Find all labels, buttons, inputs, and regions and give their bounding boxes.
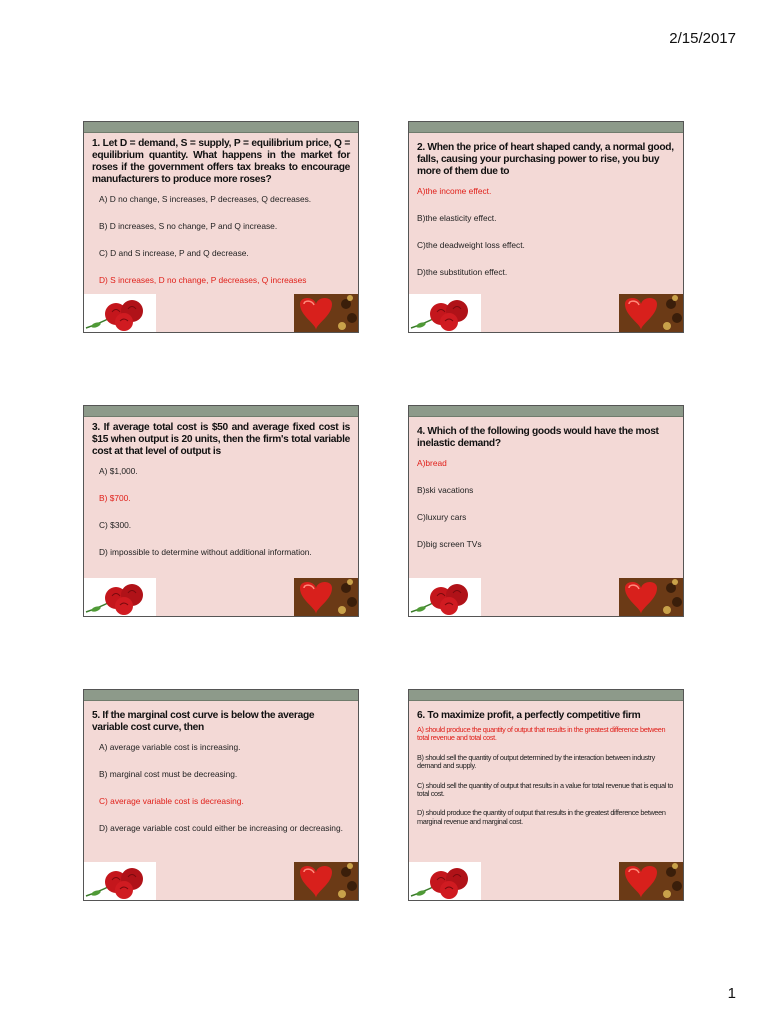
option-c: C) should sell the quantity of output that results in a value for total revenue that is equal to total cost. — [417, 780, 674, 799]
roses-image — [409, 294, 481, 332]
slide-title-bar — [409, 690, 683, 701]
options-list — [417, 726, 675, 826]
roses-image — [84, 578, 156, 616]
option-a-answer: A)bread — [417, 458, 447, 468]
option-d: D) should produce the quantity of output that results in the greatest difference between marginal revenue and marginal cost. — [417, 808, 666, 826]
option-d: D)big screen TVs — [417, 539, 482, 549]
roses-image — [409, 862, 481, 900]
option-c: C) $300. — [99, 520, 132, 530]
option-d-answer: D) S increases, D no change, P decreases, Q increases — [99, 275, 307, 285]
slide-title-bar — [409, 406, 683, 417]
option-d: D)the substitution effect. — [417, 267, 508, 277]
options-list — [99, 194, 350, 285]
slide-1 — [83, 121, 359, 333]
option-a: A) D no change, S increases, P decreases, Q decreases. — [99, 194, 312, 204]
slide-6 — [408, 689, 684, 901]
slide-5 — [83, 689, 359, 901]
question-text: 6. To maximize profit, a perfectly competitive firm — [417, 710, 641, 721]
option-c-answer: C) average variable cost is decreasing. — [99, 796, 244, 806]
roses-image — [409, 578, 481, 616]
heart-candy-box-image — [619, 294, 683, 332]
page-date: 2/15/2017 — [669, 30, 736, 47]
heart-candy-box-image — [294, 294, 358, 332]
roses-image — [84, 294, 156, 332]
option-a-answer: A)the income effect. — [417, 186, 492, 196]
roses-image — [84, 862, 156, 900]
slide-title-bar — [84, 690, 358, 701]
slide-title-bar — [409, 122, 683, 133]
option-d: D) average variable cost could either be increasing or decreasing. — [99, 823, 343, 833]
option-b: B)the elasticity effect. — [417, 213, 497, 223]
heart-candy-box-image — [294, 862, 358, 900]
option-a: A) $1,000. — [99, 466, 138, 476]
heart-candy-box-image — [619, 862, 683, 900]
slide-2 — [408, 121, 684, 333]
page-number: 1 — [727, 985, 736, 1002]
options-list — [417, 186, 675, 277]
option-b: B) marginal cost must be decreasing. — [99, 769, 238, 779]
question-text: 2. When the price of heart shaped candy, a normal good, falls, causing your purchasing power to rise, you buy more of them due to — [417, 142, 674, 177]
option-c: C)luxury cars — [417, 512, 467, 522]
option-a: A) average variable cost is increasing. — [99, 742, 241, 752]
option-b: B) should sell the quantity of output determined by the interaction between industry demand and supply. — [417, 752, 655, 771]
option-b: B) D increases, S no change, P and Q increase. — [99, 221, 278, 231]
option-c: C)the deadweight loss effect. — [417, 240, 525, 250]
slide-title-bar — [84, 406, 358, 417]
question-text: 1. Let D = demand, S = supply, P = equilibrium price, Q = equilibrium quantity. What happens in the market for roses if the government offers tax breaks to encourage manufacturers to produce more roses? — [92, 138, 350, 185]
option-d: D) impossible to determine without additional information. — [99, 547, 312, 557]
question-text: 4. Which of the following goods would have the most inelastic demand? — [417, 426, 659, 449]
option-b: B)ski vacations — [417, 485, 474, 495]
question-text: 5. If the marginal cost curve is below the average variable cost curve, then — [92, 710, 315, 733]
options-list — [417, 458, 675, 549]
question-text: 3. If average total cost is $50 and average fixed cost is $15 when output is 20 units, then the firm's total variable cost at that level of output is — [92, 422, 350, 457]
slide-title-bar — [84, 122, 358, 133]
heart-candy-box-image — [294, 578, 358, 616]
options-list — [99, 466, 350, 557]
option-c: C) D and S increase, P and Q decrease. — [99, 248, 249, 258]
options-list — [99, 742, 350, 833]
heart-candy-box-image — [619, 578, 683, 616]
option-b-answer: B) $700. — [99, 493, 131, 503]
slide-4 — [408, 405, 684, 617]
option-a-answer: A) should produce the quantity of output that results in the greatest difference between total revenue and total cost. — [417, 725, 666, 743]
slide-3 — [83, 405, 359, 617]
